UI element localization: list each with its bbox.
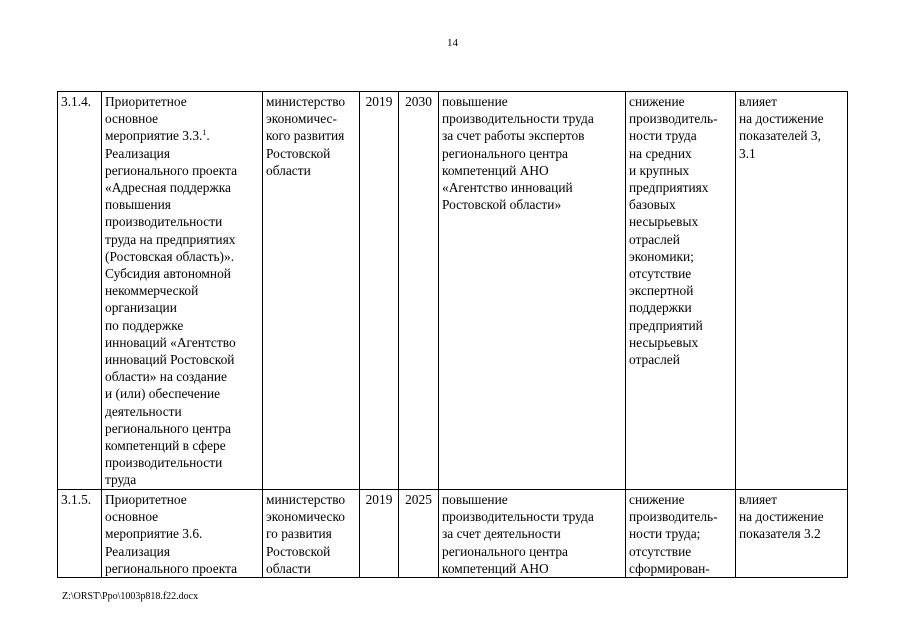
text-line: организации — [105, 300, 177, 316]
text-line: «Агентство инноваций — [442, 180, 573, 196]
text-line: министерство — [266, 492, 346, 507]
text-line: отраслей — [629, 352, 680, 368]
text-line: инноваций Ростовской — [105, 352, 235, 368]
text-line: области — [266, 162, 311, 178]
row-number: 3.1.5. — [58, 490, 102, 578]
executor-cell — [263, 490, 360, 578]
text-line: за счет работы экспертов — [442, 128, 585, 144]
text-line: министерство — [266, 94, 346, 109]
text-line: по поддержке — [105, 317, 184, 333]
text-line: отсутствие — [629, 543, 692, 559]
activity-tail: . — [206, 128, 210, 144]
indicator-link-cell — [736, 490, 848, 578]
text-line: повышение — [442, 94, 508, 109]
text-line: регионального центра — [105, 420, 232, 436]
text-line: Приоритетное — [105, 94, 187, 109]
text-line: производитель- — [629, 509, 718, 525]
text-line: производительности — [105, 455, 223, 471]
consequences-cell — [626, 490, 736, 578]
text-line: производительности труда — [442, 509, 594, 525]
indicator-link-cell — [736, 92, 848, 490]
text-line: некоммерческой — [105, 283, 199, 299]
text-line: повышение — [442, 492, 508, 507]
text-line: компетенций АНО — [442, 162, 549, 178]
measure-name-cell — [102, 92, 263, 490]
start-year: 2019 — [360, 490, 399, 578]
activity-title: мероприятие 3.3. — [105, 128, 203, 144]
text-line: производитель- — [629, 111, 718, 127]
consequences-cell — [626, 92, 736, 490]
text-line: сформирован- — [629, 560, 710, 576]
text-line: на достижение — [739, 509, 824, 525]
text-line: повышения — [105, 197, 171, 213]
text-line: поддержки — [629, 300, 692, 316]
text-line: предприятий — [629, 317, 703, 333]
text-line: экономичес- — [266, 111, 337, 127]
text-line: Реализация — [105, 145, 171, 161]
text-line: производительности — [105, 214, 223, 230]
text-line: области» на создание — [105, 369, 227, 385]
text-line: области — [266, 560, 311, 576]
text-line: регионального центра — [442, 145, 569, 161]
text-line: (Ростовская область)». — [105, 248, 235, 264]
text-line: и крупных — [629, 162, 690, 178]
text-line: регионального проекта — [105, 162, 238, 178]
text-line: инноваций «Агентство — [105, 334, 236, 350]
measure-name-cell — [102, 490, 263, 578]
text-line: компетенций в сфере — [105, 438, 226, 454]
text-line: мероприятие 3.6. — [105, 526, 203, 542]
activity-line — [105, 127, 259, 144]
text-line: снижение — [629, 94, 685, 109]
footer-file-path: Z:\ORST\Ppo\1003p818.f22.docx — [62, 591, 199, 602]
text-line: и (или) обеспечение — [105, 386, 221, 402]
end-year: 2030 — [399, 92, 439, 490]
text-line: Ростовской — [266, 145, 331, 161]
text-line: экспертной — [629, 283, 694, 299]
text-line: компетенций АНО — [442, 560, 549, 576]
text-line: Ростовской — [266, 543, 331, 559]
table-row — [58, 92, 848, 490]
text-line: показателя 3.2 — [739, 526, 821, 542]
expected-result-cell — [439, 490, 626, 578]
text-line: несырьевых — [629, 214, 699, 230]
text-line: Реализация — [105, 543, 171, 559]
text-line: за счет деятельности — [442, 526, 561, 542]
text-line: регионального центра — [442, 543, 569, 559]
text-line: базовых — [629, 197, 676, 213]
text-line: Субсидия автономной — [105, 266, 231, 282]
text-line: на достижение — [739, 111, 824, 127]
text-line: основное — [105, 509, 159, 525]
text-line: несырьевых — [629, 334, 699, 350]
executor-cell — [263, 92, 360, 490]
text-line: производительности труда — [442, 111, 594, 127]
text-line: предприятиях — [629, 180, 709, 196]
text-line: труда — [105, 472, 137, 488]
text-line: ности труда; — [629, 526, 701, 542]
page-number: 14 — [447, 37, 458, 49]
text-line: влияет — [739, 94, 777, 109]
text-line: регионального проекта — [105, 560, 238, 576]
text-line: основное — [105, 111, 159, 127]
text-line: показателей 3, — [739, 128, 821, 144]
text-line: кого развития — [266, 128, 345, 144]
text-line: на средних — [629, 145, 692, 161]
text-line: снижение — [629, 492, 685, 507]
text-line: деятельности — [105, 403, 182, 419]
text-line: труда на предприятиях — [105, 231, 236, 247]
footnote-mark: 1 — [202, 128, 207, 138]
text-line: ности труда — [629, 128, 697, 144]
text-line: Приоритетное — [105, 492, 187, 507]
text-line: отсутствие — [629, 266, 692, 282]
row-number: 3.1.4. — [58, 92, 102, 490]
text-line: 3.1 — [739, 145, 756, 161]
table-row — [58, 490, 848, 578]
text-line: отраслей — [629, 231, 680, 247]
start-year: 2019 — [360, 92, 399, 490]
text-line: влияет — [739, 492, 777, 507]
text-line: го развития — [266, 526, 332, 542]
text-line: «Адресная поддержка — [105, 180, 231, 196]
end-year: 2025 — [399, 490, 439, 578]
text-line: экономики; — [629, 248, 694, 264]
text-line: Ростовской области» — [442, 197, 562, 213]
expected-result-cell — [439, 92, 626, 490]
text-line: экономическо — [266, 509, 345, 525]
measures-table — [57, 91, 848, 578]
